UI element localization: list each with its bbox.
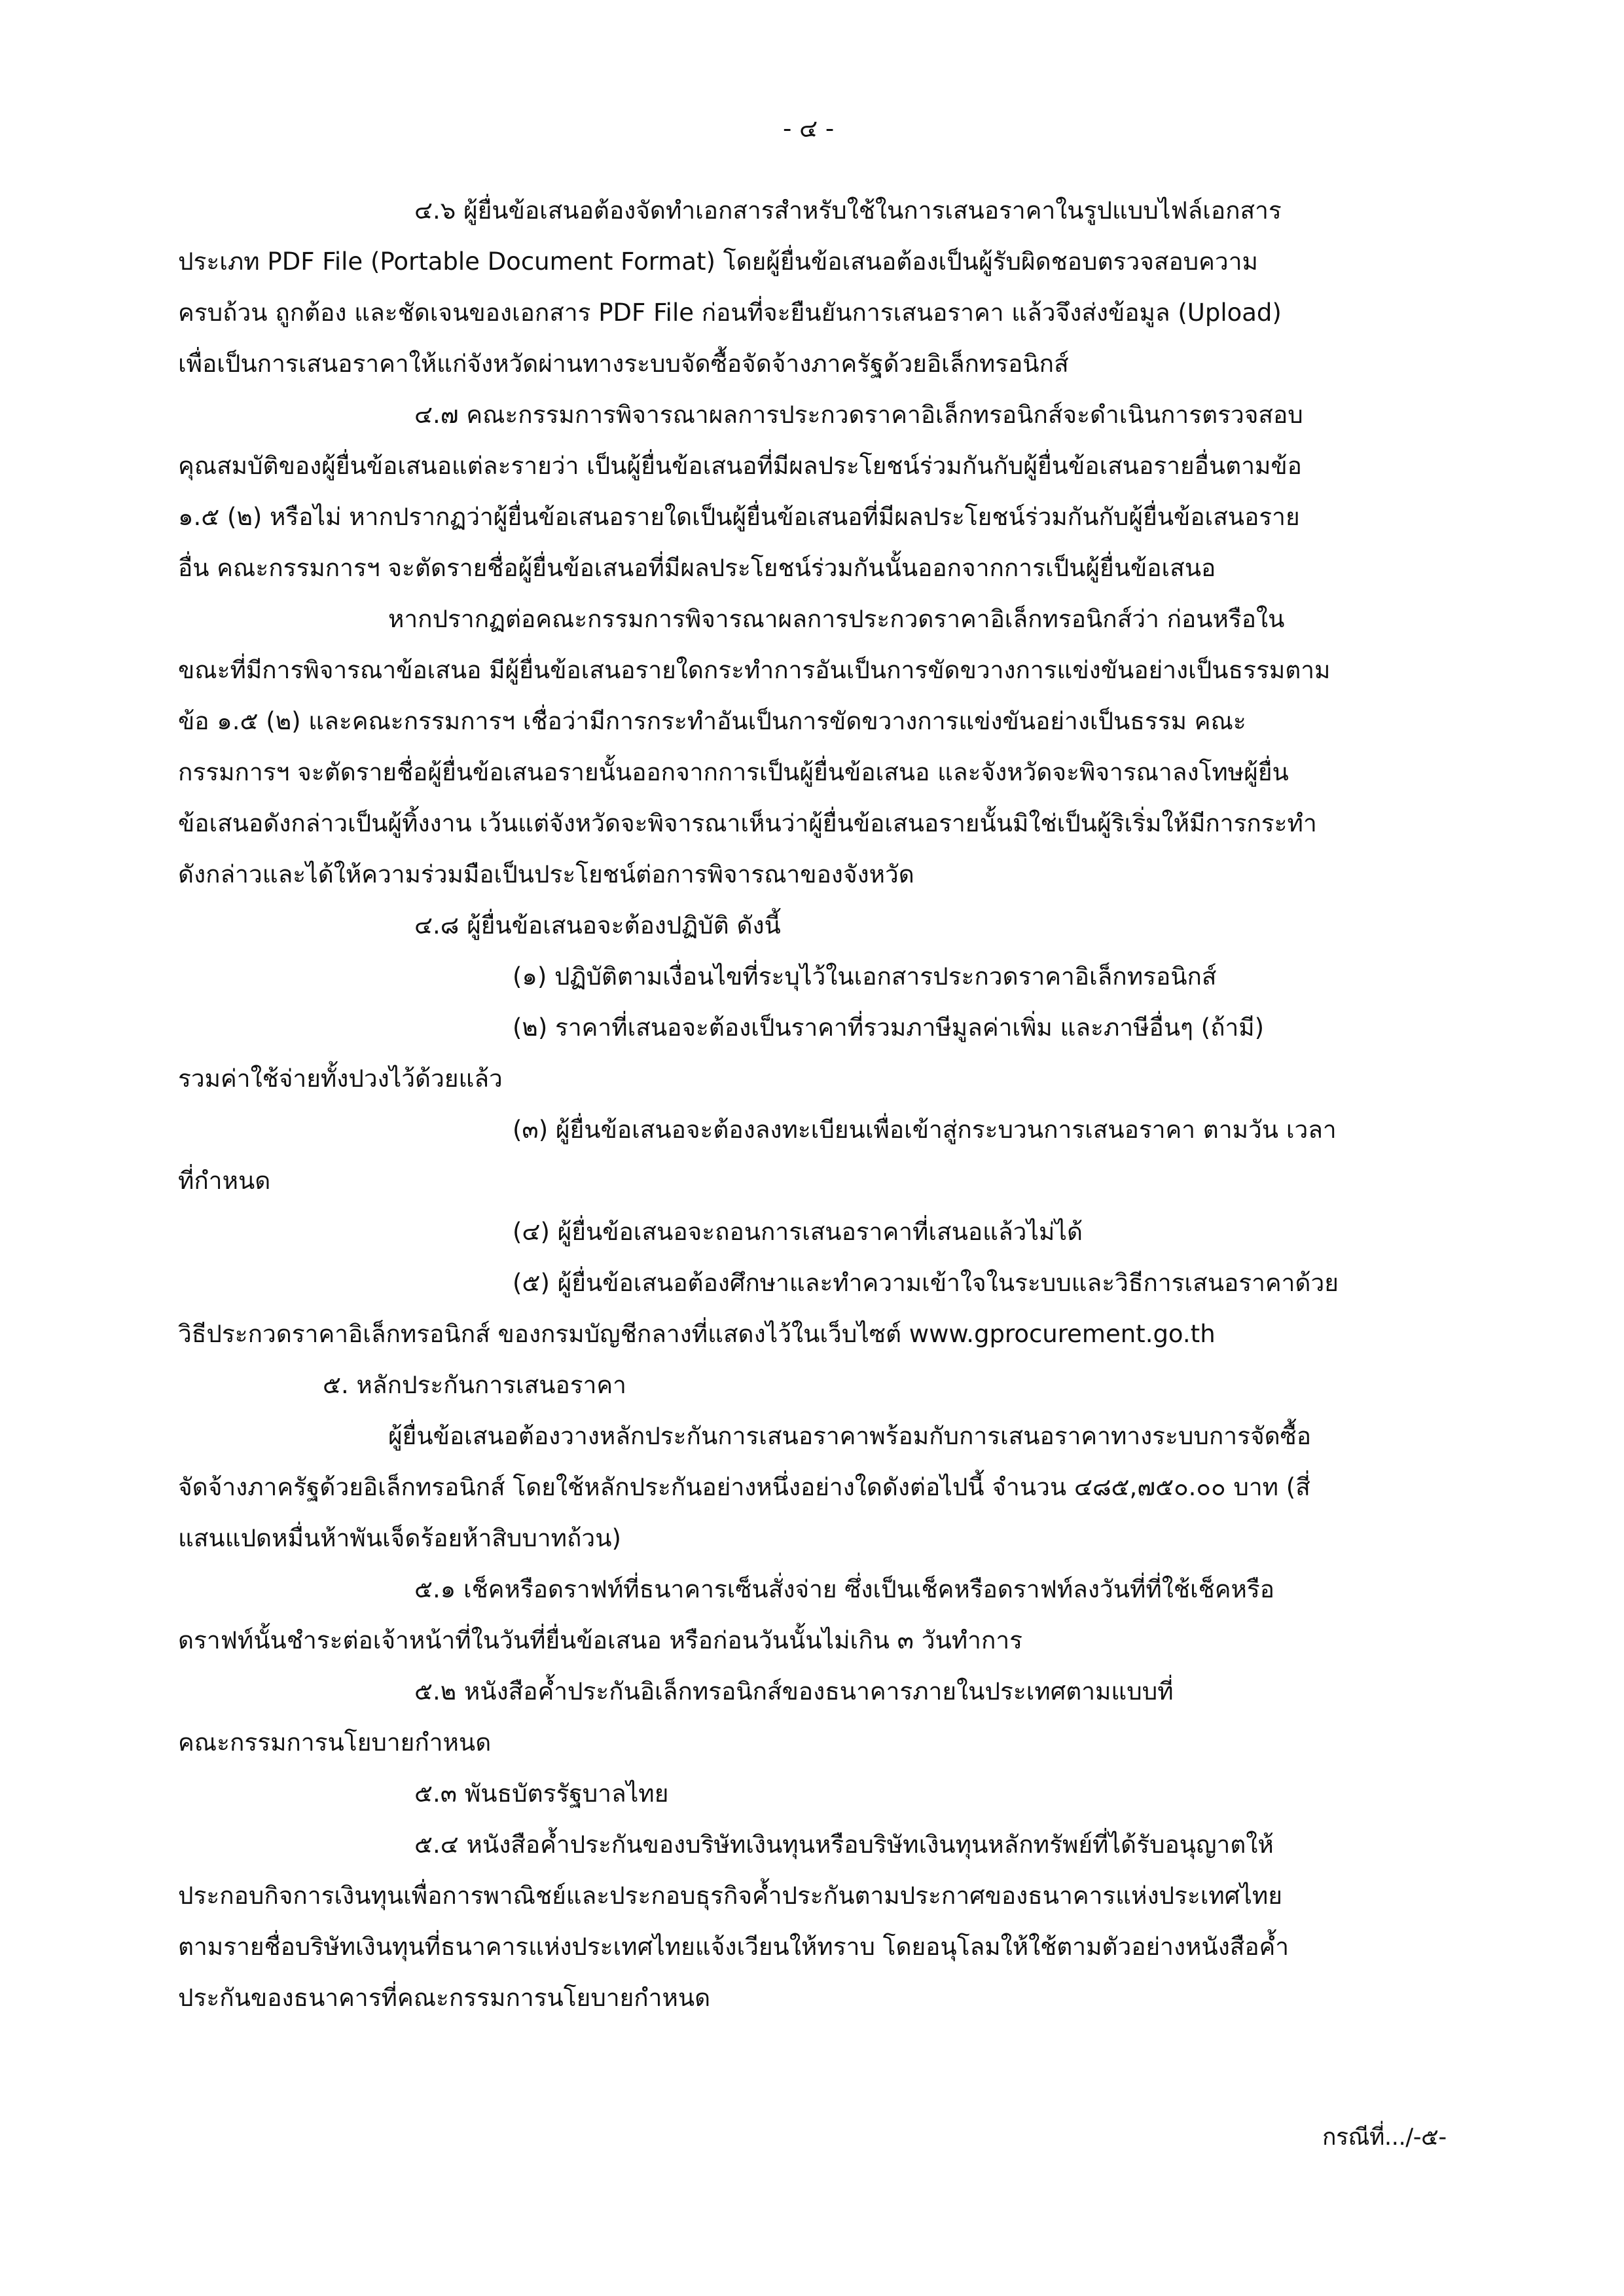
- item-4-8-4: (๔) ผู้ยื่นข้อเสนอจะถอนการเสนอราคาที่เสนอแล้วไม่ได้: [513, 1218, 1083, 1246]
- para-4-6-line-3: ครบถ้วน ถูกต้อง และชัดเจนของเอกสาร PDF File ก่อนที่จะยืนยันการเสนอราคา แล้วจึงส่งข้อมูล (Upload): [178, 299, 1282, 327]
- item-5-1-line-2: ดราฟท์นั้นชำระต่อเจ้าหน้าที่ในวันที่ยื่นข้อเสนอ หรือก่อนวันนั้นไม่เกิน ๓ วันทำการ: [178, 1626, 1022, 1654]
- para-4-7-line-2: คุณสมบัติของผู้ยื่นข้อเสนอแต่ละรายว่า เป็นผู้ยื่นข้อเสนอที่มีผลประโยชน์ร่วมกันกับผู้ยื่นข้อเสนอรายอื่นตามข้อ: [178, 452, 1302, 480]
- item-5-4-line-4: ประกันของธนาคารที่คณะกรรมการนโยบายกำหนด: [178, 1984, 711, 2012]
- item-5-4-line-2: ประกอบกิจการเงินทุนเพื่อการพาณิชย์และประกอบธุรกิจค้ำประกันตามประกาศของธนาคารแห่งประเทศไทย: [178, 1882, 1282, 1910]
- item-4-8-1: (๑) ปฏิบัติตามเงื่อนไขที่ระบุไว้ในเอกสารประกวดราคาอิเล็กทรอนิกส์: [513, 962, 1217, 991]
- item-5-2-line-2: คณะกรรมการนโยบายกำหนด: [178, 1728, 492, 1757]
- para-4-7-line-1: ๔.๗ คณะกรรมการพิจารณาผลการประกวดราคาอิเล็กทรอนิกส์จะดำเนินการตรวจสอบ: [414, 401, 1303, 429]
- para-4-7b-line-5: ข้อเสนอดังกล่าวเป็นผู้ทิ้งงาน เว้นแต่จังหวัดจะพิจารณาเห็นว่าผู้ยื่นข้อเสนอรายนั้นมิใช่เป็นผู้ริเริ่มให้มีการกระทำ: [178, 809, 1317, 837]
- section-5-line-2: จัดจ้างภาครัฐด้วยอิเล็กทรอนิกส์ โดยใช้หลักประกันอย่างหนึ่งอย่างใดดังต่อไปนี้ จำนวน ๔๘๕,๗๕๐.๐๐ บาท (สี่: [178, 1473, 1310, 1501]
- item-4-8-2-line-2: รวมค่าใช้จ่ายทั้งปวงไว้ด้วยแล้ว: [178, 1065, 503, 1093]
- section-5-line-3: แสนแปดหมื่นห้าพันเจ็ดร้อยห้าสิบบาทถ้วน): [178, 1524, 621, 1552]
- item-5-3: ๕.๓ พันธบัตรรัฐบาลไทย: [414, 1779, 669, 1808]
- item-5-1-line-1: ๕.๑ เช็คหรือดราฟท์ที่ธนาคารเซ็นสั่งจ่าย ซึ่งเป็นเช็คหรือดราฟท์ลงวันที่ที่ใช้เช็คหรือ: [414, 1575, 1274, 1603]
- item-5-4-line-1: ๕.๔ หนังสือค้ำประกันของบริษัทเงินทุนหรือบริษัทเงินทุนหลักทรัพย์ที่ได้รับอนุญาตให้: [414, 1831, 1274, 1859]
- para-4-7b-line-6: ดังกล่าวและได้ให้ความร่วมมือเป็นประโยชน์ต่อการพิจารณาของจังหวัด: [178, 860, 914, 888]
- para-4-7-line-4: อื่น คณะกรรมการฯ จะตัดรายชื่อผู้ยื่นข้อเสนอที่มีผลประโยชน์ร่วมกันนั้นออกจากการเป็นผู้ยื่นข้อเสนอ: [178, 554, 1216, 582]
- section-5-line-1: ผู้ยื่นข้อเสนอต้องวางหลักประกันการเสนอราคาพร้อมกับการเสนอราคาทางระบบการจัดซื้อ: [388, 1422, 1311, 1450]
- item-5-2-line-1: ๕.๒ หนังสือค้ำประกันอิเล็กทรอนิกส์ของธนาคารภายในประเทศตามแบบที่: [414, 1677, 1174, 1705]
- item-4-8-5-line-2: วิธีประกวดราคาอิเล็กทรอนิกส์ ของกรมบัญชีกลางที่แสดงไว้ในเว็บไซต์ www.gprocurement.go.th: [178, 1320, 1216, 1348]
- para-4-6-line-2: ประเภท PDF File (Portable Document Format) โดยผู้ยื่นข้อเสนอต้องเป็นผู้รับผิดชอบตรวจสอบความ: [178, 247, 1258, 276]
- para-4-6-line-4: เพื่อเป็นการเสนอราคาให้แก่จังหวัดผ่านทางระบบจัดซื้อจัดจ้างภาครัฐด้วยอิเล็กทรอนิกส์: [178, 350, 1069, 378]
- continuation-note: กรณีที่.../-๕-: [1322, 2124, 1447, 2151]
- item-4-8-2-line-1: (๒) ราคาที่เสนอจะต้องเป็นราคาที่รวมภาษีมูลค่าเพิ่ม และภาษีอื่นๆ (ถ้ามี): [513, 1013, 1265, 1042]
- item-4-8-3-line-1: (๓) ผู้ยื่นข้อเสนอจะต้องลงทะเบียนเพื่อเข้าสู่กระบวนการเสนอราคา ตามวัน เวลา: [513, 1116, 1337, 1144]
- section-5-heading: ๕. หลักประกันการเสนอราคา: [323, 1371, 626, 1399]
- para-4-7b-line-2: ขณะที่มีการพิจารณาข้อเสนอ มีผู้ยื่นข้อเสนอรายใดกระทำการอันเป็นการขัดขวางการแข่งขันอย่างเป็นธรรมตาม: [178, 656, 1331, 684]
- para-4-6-line-1: ๔.๖ ผู้ยื่นข้อเสนอต้องจัดทำเอกสารสำหรับใช้ในการเสนอราคาในรูปแบบไฟล์เอกสาร: [414, 196, 1282, 225]
- para-4-7b-line-4: กรรมการฯ จะตัดรายชื่อผู้ยื่นข้อเสนอรายนั้นออกจากการเป็นผู้ยื่นข้อเสนอ และจังหวัดจะพิจารณาลงโทษผู้ยื่น: [178, 758, 1289, 786]
- para-4-8-heading: ๔.๘ ผู้ยื่นข้อเสนอจะต้องปฏิบัติ ดังนี้: [414, 911, 781, 939]
- item-4-8-5-line-1: (๕) ผู้ยื่นข้อเสนอต้องศึกษาและทำความเข้าใจในระบบและวิธีการเสนอราคาด้วย: [513, 1269, 1339, 1297]
- para-4-7b-line-1: หากปรากฏต่อคณะกรรมการพิจารณาผลการประกวดราคาอิเล็กทรอนิกส์ว่า ก่อนหรือใน: [388, 605, 1285, 633]
- para-4-7b-line-3: ข้อ ๑.๕ (๒) และคณะกรรมการฯ เชื่อว่ามีการกระทำอันเป็นการขัดขวางการแข่งขันอย่างเป็นธรรม คณะ: [178, 707, 1246, 735]
- para-4-7-line-3: ๑.๕ (๒) หรือไม่ หากปรากฏว่าผู้ยื่นข้อเสนอรายใดเป็นผู้ยื่นข้อเสนอที่มีผลประโยชน์ร่วมกันกับผู้ยื่นข้อเสนอราย: [178, 503, 1300, 531]
- item-4-8-3-line-2: ที่กำหนด: [178, 1167, 271, 1195]
- page-number: - ๔ -: [783, 115, 835, 143]
- item-5-4-line-3: ตามรายชื่อบริษัทเงินทุนที่ธนาคารแห่งประเทศไทยแจ้งเวียนให้ทราบ โดยอนุโลมให้ใช้ตามตัวอย่างหนังสือค้ำ: [178, 1933, 1290, 1961]
